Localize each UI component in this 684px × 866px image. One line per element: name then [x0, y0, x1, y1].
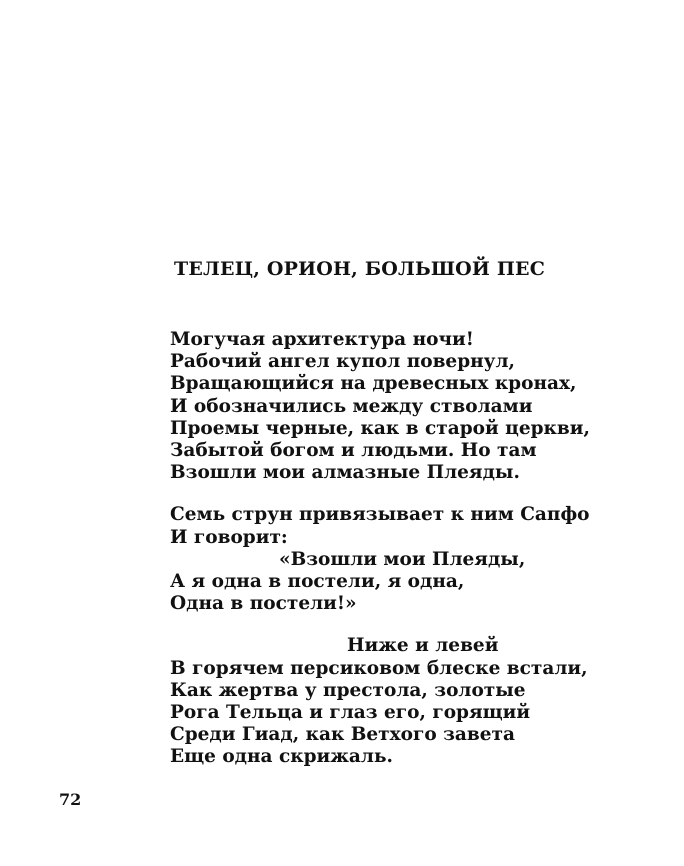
poem-line: Еще одна скрижаль. [170, 746, 393, 768]
poem-line: Вращающийся на древесных кронах, [170, 373, 577, 395]
poem-line: Взошли мои алмазные Плеяды. [170, 462, 520, 484]
stanza-3 [170, 635, 590, 768]
poem-line: Рога Тельца и глаз его, горящий [170, 702, 531, 724]
poem-line: Проемы черные, как в старой церкви, [170, 417, 590, 439]
poem-title: ТЕЛЕЦ, ОРИОН, БОЛЬШОЙ ПЕС [174, 258, 546, 280]
stanza-1 [170, 329, 590, 484]
poem-line: Рабочий ангел купол повернул, [170, 351, 515, 373]
poem-line: Могучая архитектура ночи! [170, 329, 474, 350]
poem-line: Среди Гиад, как Ветхого завета [170, 724, 515, 746]
poem-line-indented: «Взошли мои Плеяды, [279, 548, 526, 570]
poem-line: Одна в постели!» [170, 593, 357, 615]
poem-line: Как жертва у престола, золотые [170, 679, 526, 701]
poem-body [170, 329, 590, 789]
poem-line: Забытой богом и людьми. Но там [170, 440, 537, 462]
poem-line: И говорит: [170, 526, 288, 548]
stanza-2 [170, 504, 590, 615]
page-number: 72 [59, 790, 82, 809]
poem-line-indented: Ниже и левей [347, 635, 499, 657]
poem-line: Семь струн привязывает к ним Сапфо [170, 504, 590, 526]
poem-line: В горячем персиковом блеске встали, [170, 657, 588, 679]
poem-line: И обозначились между стволами [170, 395, 533, 417]
poem-line: А я одна в постели, я одна, [170, 571, 465, 593]
